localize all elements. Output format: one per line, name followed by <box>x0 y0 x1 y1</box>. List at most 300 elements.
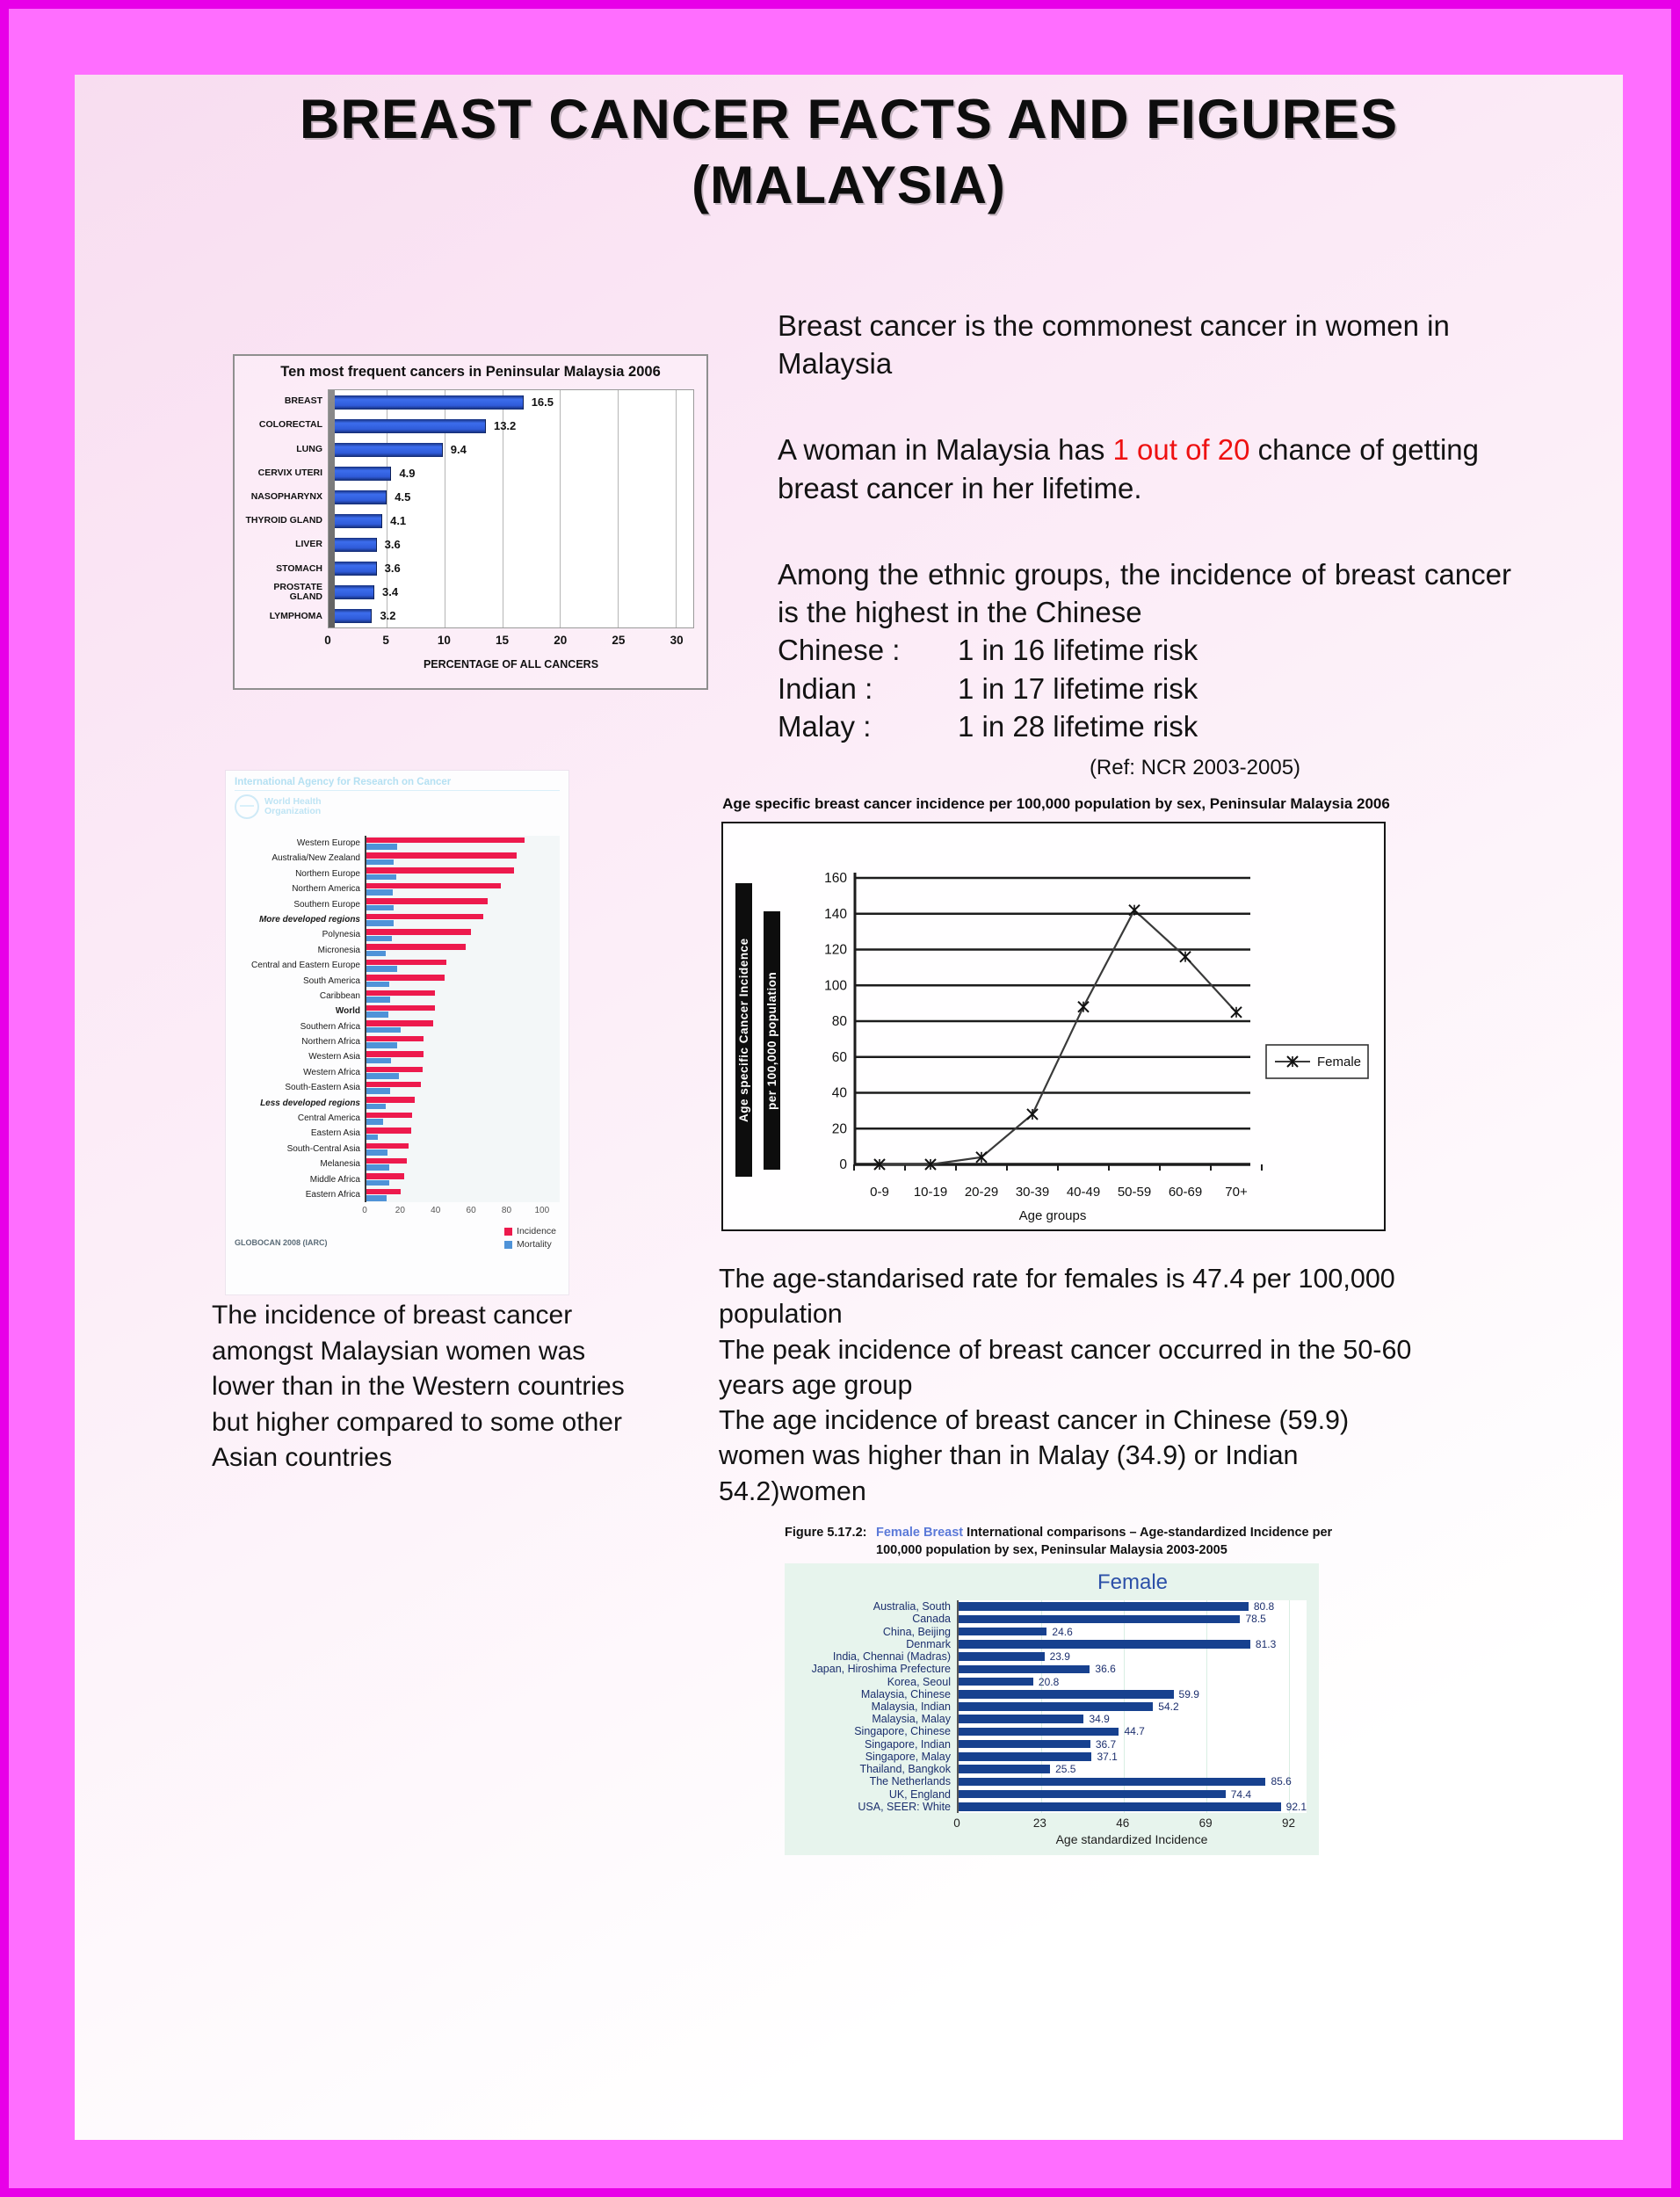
y-tick-label: 60 <box>831 1049 847 1065</box>
mortality-bar <box>366 966 397 972</box>
x-tick-label: 25 <box>612 634 626 647</box>
value-label: 9.4 <box>450 443 467 456</box>
incidence-bar <box>366 1128 411 1134</box>
category-label: Less developed regions <box>260 1098 360 1108</box>
y-tick-label: 80 <box>831 1014 847 1029</box>
value-label: 20.8 <box>1038 1675 1060 1688</box>
line-chart-title: Age specific breast cancer incidence per 100,000 population by sex, Peninsular Malaysia 2006 <box>722 795 1390 812</box>
caption-highlight: Female Breast <box>876 1526 964 1540</box>
chart-top-cancers-labels <box>243 389 328 628</box>
category-label: LYMPHOMA <box>269 610 322 621</box>
value-label: 37.1 <box>1097 1750 1118 1763</box>
globocan-x-axis <box>362 1206 560 1218</box>
mortality-bar <box>366 1180 389 1186</box>
value-label: 3.4 <box>382 585 399 598</box>
chart-top-cancers-x-axis <box>324 634 694 651</box>
value-label: 4.1 <box>390 514 407 527</box>
category-label: STOMACH <box>276 562 322 574</box>
bar-row <box>329 556 693 580</box>
legend-label: Female <box>1317 1055 1362 1069</box>
value-label: 24.6 <box>1052 1625 1073 1638</box>
mortality-bar <box>366 936 392 942</box>
incidence-bar <box>366 1082 421 1088</box>
chart-international-x-label: Age standardized Incidence <box>1055 1832 1208 1846</box>
mortality-bar <box>366 874 396 881</box>
globocan-body <box>233 836 560 1202</box>
mortality-bar <box>366 997 390 1003</box>
right-note-line-2: The peak incidence of breast cancer occurred in the 50-60 years age group <box>719 1334 1412 1400</box>
mortality-bar <box>366 844 397 850</box>
bar <box>335 467 391 481</box>
globocan-source: GLOBOCAN 2008 (IARC) <box>235 1238 328 1247</box>
bar-row <box>959 1801 1307 1813</box>
mortality-bar <box>366 1042 397 1048</box>
who-text-line1: World Health <box>264 795 322 807</box>
mortality-bar <box>366 1164 389 1171</box>
x-tick-label: 5 <box>382 634 389 647</box>
x-tick-label: 20-29 <box>964 1185 999 1200</box>
value-label: 13.2 <box>493 419 517 432</box>
category-label: Singapore, Malay <box>865 1750 951 1763</box>
x-tick-label: 30-39 <box>1015 1185 1050 1200</box>
legend-label: Mortality <box>517 1239 552 1250</box>
value-label: 74.4 <box>1230 1787 1252 1801</box>
y-tick-label: 140 <box>824 906 847 922</box>
x-tick-label: 10-19 <box>913 1185 948 1200</box>
bar-pair-row <box>366 1187 560 1202</box>
category-label: Caribbean <box>319 990 360 1001</box>
bar <box>959 1628 1046 1636</box>
incidence-bar <box>366 990 435 997</box>
globocan-who-row <box>235 794 560 820</box>
x-tick-label: 60-69 <box>1168 1185 1203 1200</box>
mortality-swatch-icon <box>504 1241 512 1249</box>
category-label: LIVER <box>295 539 322 550</box>
x-tick-label: 20 <box>554 634 568 647</box>
category-label: The Netherlands <box>869 1775 951 1788</box>
incidence-bar <box>366 1067 423 1073</box>
bar-row <box>959 1650 1307 1663</box>
incidence-bar <box>366 1097 415 1103</box>
category-label: Malaysia, Indian <box>871 1700 951 1713</box>
chart-age-specific <box>721 822 1386 1231</box>
chart-top-cancers-title: Ten most frequent cancers in Peninsular Malaysia 2006 <box>280 364 661 380</box>
figure-caption <box>785 1525 1347 1559</box>
bar-pair-row <box>366 1142 560 1157</box>
incidence-bar <box>366 1051 424 1057</box>
value-label: 3.6 <box>384 562 401 575</box>
category-label: COLORECTAL <box>258 419 322 431</box>
bar-row <box>329 414 693 438</box>
incidence-bar <box>366 837 525 844</box>
bar-row <box>959 1788 1307 1801</box>
mortality-bar <box>366 1195 387 1201</box>
x-tick-label: 40 <box>431 1206 441 1215</box>
mortality-bar <box>366 920 394 926</box>
x-tick-label: 69 <box>1198 1816 1213 1830</box>
y-tick-label: 0 <box>839 1157 847 1172</box>
incidence-bar <box>366 944 466 950</box>
bar <box>959 1615 1240 1624</box>
intro-text <box>778 307 1551 781</box>
category-label: India, Chennai (Madras) <box>832 1650 951 1664</box>
title-line2: (MALAYSIA) <box>692 155 1006 214</box>
x-tick-label: 10 <box>437 634 451 647</box>
bar-pair-row <box>366 1004 560 1019</box>
incidence-bar <box>366 867 514 874</box>
bar <box>335 490 387 504</box>
bar-row <box>959 1638 1307 1650</box>
category-label: More developed regions <box>258 914 360 924</box>
category-label: Singapore, Indian <box>865 1737 951 1751</box>
caption-rest-line1: International comparisons – Age-standardized Incidence per <box>963 1526 1333 1540</box>
bar-row <box>959 1775 1307 1787</box>
caption-body <box>876 1525 1332 1559</box>
bar <box>959 1790 1226 1799</box>
category-label: CERVIX UTERI <box>257 467 322 478</box>
risk-label: Indian : <box>778 671 873 705</box>
bar-pair-row <box>366 1080 560 1095</box>
globocan-header <box>226 771 568 820</box>
bar <box>959 1640 1250 1649</box>
chart-international <box>785 1563 1319 1855</box>
value-label: 34.9 <box>1089 1713 1110 1726</box>
category-label: Central and Eastern Europe <box>251 961 360 971</box>
value-label: 80.8 <box>1253 1600 1275 1613</box>
bar-pair-row <box>366 1019 560 1034</box>
bar-pair-row <box>366 1034 560 1049</box>
mortality-bar <box>366 1149 387 1156</box>
value-label: 16.5 <box>531 395 554 409</box>
chart-globocan <box>226 771 568 1294</box>
female-series-line <box>880 910 1236 1164</box>
category-label: Singapore, Chinese <box>854 1725 951 1738</box>
bar <box>959 1702 1153 1711</box>
globocan-plot <box>365 836 560 1202</box>
category-label: Western Africa <box>303 1067 360 1077</box>
bar-row <box>329 604 693 627</box>
risk-value: 1 in 28 lifetime risk <box>958 709 1198 743</box>
risk-label: Malay : <box>778 709 872 743</box>
category-label: Central America <box>297 1113 360 1124</box>
value-label: 85.6 <box>1271 1775 1292 1788</box>
risk-row-malay <box>778 707 1551 745</box>
bar <box>959 1765 1050 1773</box>
x-tick-label: 100 <box>534 1206 550 1215</box>
category-label: USA, SEER: White <box>858 1800 951 1813</box>
category-label: Denmark <box>906 1637 951 1650</box>
mortality-bar <box>366 1104 386 1110</box>
bar <box>959 1715 1083 1723</box>
bar-pair-row <box>366 897 560 912</box>
bar-pair-row <box>366 851 560 866</box>
bar-row <box>329 461 693 485</box>
x-tick-label: 80 <box>501 1206 512 1215</box>
bar <box>959 1802 1281 1811</box>
incidence-bar <box>366 1005 435 1011</box>
incidence-bar <box>366 1113 412 1119</box>
category-label: Korea, Seoul <box>887 1675 951 1688</box>
bar-pair-row <box>366 989 560 1004</box>
bar-pair-row <box>366 927 560 942</box>
mortality-bar <box>366 1073 399 1079</box>
y-axis-label-strip-1: Age specific Cancer Incidence <box>735 883 752 1177</box>
x-tick-label: 46 <box>1116 1816 1130 1830</box>
value-label: 36.6 <box>1095 1663 1116 1676</box>
bar-row <box>959 1713 1307 1725</box>
bar <box>335 562 377 576</box>
category-label: Northern America <box>292 884 360 895</box>
x-tick-label: 0 <box>362 1206 367 1215</box>
y-axis-label-strip-2: per 100,000 population <box>764 911 780 1170</box>
poster-title <box>75 85 1623 215</box>
category-label: Canada <box>912 1613 951 1626</box>
value-label: 59.9 <box>1178 1687 1199 1700</box>
chart-international-labels <box>785 1600 957 1813</box>
bar <box>959 1678 1033 1686</box>
value-label: 36.7 <box>1095 1737 1117 1751</box>
incidence-bar <box>366 852 517 859</box>
category-label: Polynesia <box>322 930 360 940</box>
risk-value: 1 in 16 lifetime risk <box>958 634 1198 667</box>
category-label: PROSTATE GLAND <box>273 582 322 603</box>
right-note-line-3: The age incidence of breast cancer in Chinese (59.9) women was higher than in Malay (34.9) or Indian 54.2)women <box>719 1405 1350 1506</box>
intro-p2-pre: A woman in Malaysia has <box>778 433 1113 467</box>
category-label: THYROID GLAND <box>245 515 322 526</box>
right-note-line-1: The age-standarised rate for females is 47.4 per 100,000 population <box>719 1264 1395 1330</box>
mortality-bar <box>366 1058 391 1064</box>
x-tick-label: 0-9 <box>870 1185 889 1200</box>
category-label: Northern Africa <box>301 1037 360 1048</box>
category-label: Eastern Africa <box>305 1189 360 1200</box>
mortality-bar <box>366 1119 383 1125</box>
bar <box>959 1690 1174 1699</box>
bar-row <box>959 1688 1307 1700</box>
chart-international-title: Female <box>1097 1570 1169 1594</box>
intro-p2-post: chance of getting breast cancer in her lifetime. <box>778 433 1480 504</box>
category-label: Japan, Hiroshima Prefecture <box>811 1663 951 1676</box>
category-label: UK, England <box>888 1787 951 1801</box>
risk-row-chinese <box>778 631 1551 669</box>
category-label: Micronesia <box>317 945 360 955</box>
category-label: South America <box>302 975 360 986</box>
who-logo-text <box>264 797 322 816</box>
value-label: 4.5 <box>395 490 411 504</box>
bar <box>335 514 382 528</box>
bar <box>959 1728 1119 1737</box>
mortality-bar <box>366 905 394 911</box>
x-tick-label: 92 <box>1281 1816 1295 1830</box>
bar-pair-row <box>366 1065 560 1080</box>
risk-row-indian <box>778 670 1551 707</box>
spacer <box>778 382 1551 431</box>
incidence-bar <box>366 929 471 935</box>
bar <box>335 609 372 623</box>
y-tick-label: 20 <box>831 1121 847 1137</box>
who-logo-icon <box>235 794 259 819</box>
bar-pair-row <box>366 836 560 851</box>
mortality-bar <box>366 1088 390 1094</box>
bar-pair-row <box>366 1172 560 1187</box>
intro-p2-red-highlight: 1 out of 20 <box>1112 433 1258 467</box>
intro-paragraph-3: Among the ethnic groups, the incidence of breast cancer is the highest in the Chinese <box>778 557 1511 629</box>
left-note-text: The incidence of breast cancer amongst Malaysian women was lower than in the Western countries but higher compared to some other Asian countries <box>212 1301 625 1472</box>
y-tick-label: 40 <box>831 1085 847 1101</box>
incidence-bar <box>366 1020 433 1026</box>
bar-row <box>329 580 693 604</box>
value-label: 81.3 <box>1255 1637 1277 1650</box>
right-note-text <box>719 1261 1417 1509</box>
incidence-bar <box>366 960 446 966</box>
caption-rest-line2: 100,000 population by sex, Peninsular Malaysia 2003-2005 <box>876 1542 1227 1557</box>
legend-item-incidence <box>504 1226 556 1236</box>
x-tick-label: 40-49 <box>1066 1185 1101 1200</box>
bar-row <box>959 1675 1307 1687</box>
bar <box>959 1602 1249 1611</box>
globocan-legend <box>504 1226 556 1252</box>
y-tick-label: 160 <box>824 871 847 886</box>
bar-row <box>959 1738 1307 1751</box>
bar-pair-row <box>366 912 560 927</box>
bar-pair-row <box>366 1157 560 1171</box>
category-label: Malaysia, Chinese <box>860 1687 951 1700</box>
value-label: 54.2 <box>1158 1700 1179 1713</box>
x-tick-label: 60 <box>466 1206 476 1215</box>
bar-pair-row <box>366 1111 560 1126</box>
bar <box>959 1752 1091 1761</box>
category-label: World <box>335 1006 360 1017</box>
legend-item-mortality <box>504 1239 556 1250</box>
bar-row <box>959 1763 1307 1775</box>
incidence-bar <box>366 1173 404 1179</box>
category-label: Australia, South <box>873 1600 951 1613</box>
line-chart-canvas <box>723 823 1379 1225</box>
x-tick-label: 30 <box>670 634 684 647</box>
mortality-bar <box>366 1027 401 1033</box>
caption-prefix: Figure 5.17.2: <box>785 1526 867 1540</box>
category-label: NASOPHARYNX <box>250 490 322 502</box>
poster-content <box>75 75 1623 2140</box>
category-label: BREAST <box>284 395 322 407</box>
value-label: 78.5 <box>1245 1613 1266 1626</box>
bar-pair-row <box>366 943 560 958</box>
bar <box>959 1740 1090 1749</box>
bar-pair-row <box>366 1126 560 1141</box>
bar-pair-row <box>366 881 560 896</box>
category-label: Southern Europe <box>293 899 360 910</box>
incidence-swatch-icon <box>504 1228 512 1236</box>
mortality-bar <box>366 1135 378 1141</box>
category-label: Northern Europe <box>295 868 360 879</box>
globocan-agency-text: International Agency for Research on Cancer <box>235 777 560 791</box>
bar-row <box>959 1613 1307 1625</box>
category-label: Thailand, Bangkok <box>859 1763 951 1776</box>
bar-row <box>959 1751 1307 1763</box>
mortality-bar <box>366 1011 388 1018</box>
bar <box>335 443 443 457</box>
bar-row <box>959 1600 1307 1613</box>
value-label: 23.9 <box>1049 1650 1070 1664</box>
chart-top-cancers-x-label: PERCENTAGE OF ALL CANCERS <box>423 658 599 671</box>
bar-row <box>329 438 693 461</box>
x-tick-label: 20 <box>395 1206 405 1215</box>
y-tick-label: 120 <box>824 942 847 958</box>
mortality-bar <box>366 951 386 957</box>
bar-row <box>329 390 693 414</box>
category-label: Eastern Asia <box>310 1128 360 1139</box>
bar-row <box>329 509 693 533</box>
reference-note: (Ref: NCR 2003-2005) <box>1089 755 1301 779</box>
bar-row <box>959 1625 1307 1637</box>
bar-pair-row <box>366 1096 560 1111</box>
x-tick-label: 0 <box>953 1816 960 1830</box>
chart-international-x-axis <box>953 1816 1307 1831</box>
bar-row <box>959 1700 1307 1713</box>
chart-top-cancers-body <box>243 389 694 628</box>
category-label: LUNG <box>296 443 322 454</box>
bar-row <box>329 485 693 509</box>
risk-value: 1 in 17 lifetime risk <box>958 671 1198 705</box>
incidence-bar <box>366 1036 424 1042</box>
bar <box>959 1652 1045 1661</box>
x-tick-label: 50-59 <box>1117 1185 1152 1200</box>
category-label: Malaysia, Malay <box>872 1713 951 1726</box>
value-label: 44.7 <box>1124 1725 1145 1738</box>
bar-pair-row <box>366 1049 560 1064</box>
incidence-bar <box>366 1158 407 1164</box>
chart-top-cancers <box>233 354 708 690</box>
risk-label: Chinese : <box>778 634 901 667</box>
x-tick-label: 70+ <box>1225 1185 1248 1200</box>
mortality-bar <box>366 982 389 988</box>
bar <box>959 1665 1090 1674</box>
x-axis-label: Age groups <box>1018 1208 1087 1223</box>
bar <box>335 538 377 552</box>
spacer <box>778 507 1551 555</box>
category-label: Middle Africa <box>309 1174 360 1185</box>
bar <box>335 419 486 433</box>
bar-row <box>959 1725 1307 1737</box>
bar-row <box>329 533 693 556</box>
category-label: Melanesia <box>320 1159 360 1170</box>
bar <box>335 585 374 599</box>
who-text-line2: Organization <box>264 806 322 816</box>
bar <box>959 1778 1265 1787</box>
incidence-bar <box>366 914 483 920</box>
category-label: Western Asia <box>308 1052 360 1062</box>
category-label: South-Central Asia <box>286 1143 360 1154</box>
category-label: China, Beijing <box>882 1625 951 1638</box>
bar-pair-row <box>366 958 560 973</box>
x-tick-label: 23 <box>1032 1816 1046 1830</box>
bar <box>335 395 524 410</box>
incidence-bar <box>366 1189 401 1195</box>
bar-pair-row <box>366 866 560 881</box>
incidence-bar <box>366 1143 409 1149</box>
intro-paragraph-1: Breast cancer is the commonest cancer in women in Malaysia <box>778 309 1450 381</box>
incidence-bar <box>366 898 488 904</box>
intro-paragraph-2 <box>778 431 1511 506</box>
x-tick-label: 15 <box>496 634 510 647</box>
chart-top-cancers-plot <box>328 389 694 628</box>
bar-row <box>959 1663 1307 1675</box>
value-label: 92.1 <box>1285 1800 1307 1813</box>
value-label: 4.9 <box>399 467 416 480</box>
title-line1: BREAST CANCER FACTS AND FIGURES <box>299 89 1399 150</box>
mortality-bar <box>366 889 393 895</box>
incidence-bar <box>366 883 501 889</box>
value-label: 25.5 <box>1055 1763 1076 1776</box>
